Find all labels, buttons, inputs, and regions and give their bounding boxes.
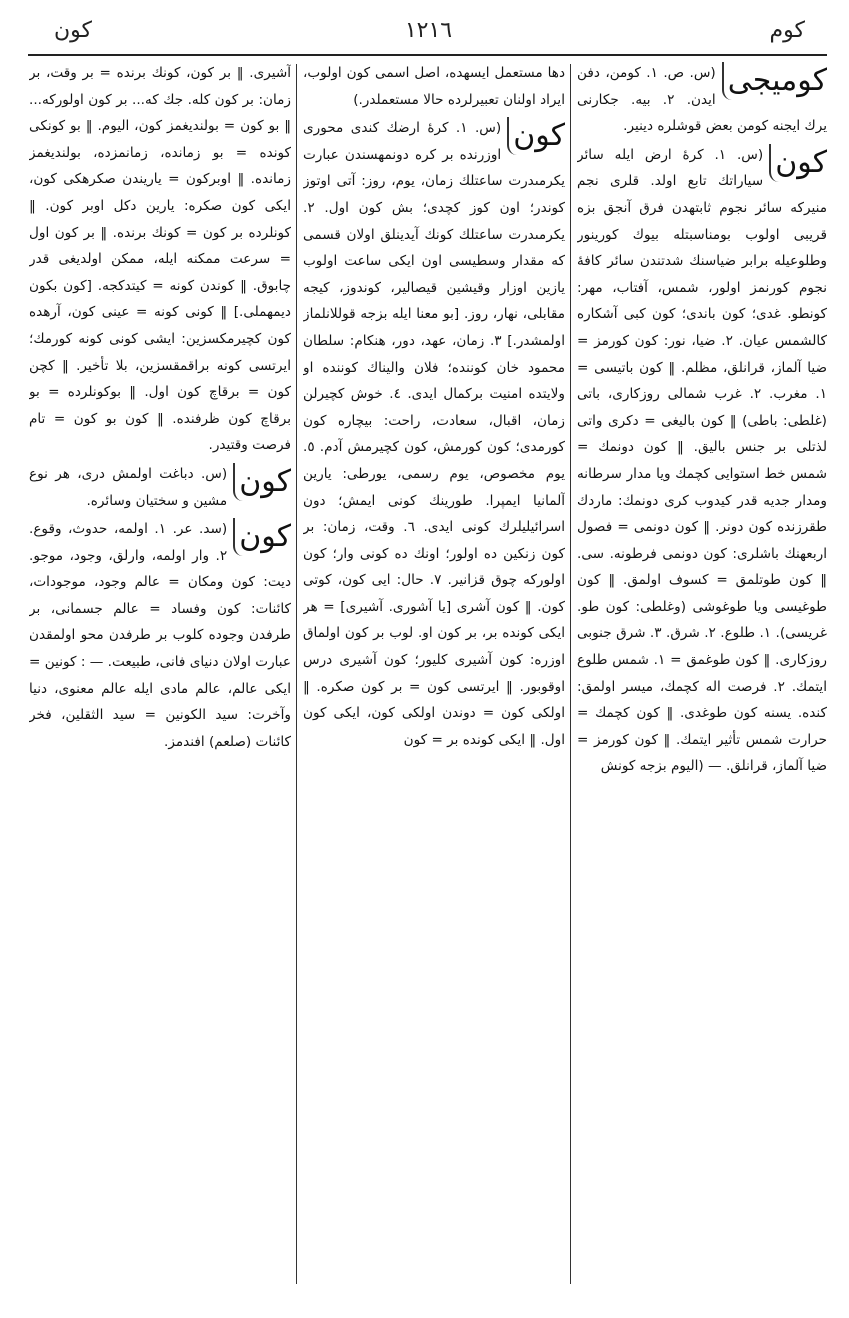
page-number: ١٢١٦ bbox=[404, 18, 453, 43]
dictionary-entry bbox=[303, 115, 565, 753]
entry-definition: (س. دباغت اولمش درى، هر نوع مشين و سختيان وسائره. bbox=[29, 465, 228, 509]
column-right bbox=[577, 60, 827, 1284]
entry-definition: دها مستعمل ايسهده، اصل اسمى كون اولوب، ايراد اولنان تعبيرلرده حالا مستعملدر.) bbox=[303, 65, 565, 108]
entry-definition: آشيرى. ‖ بر كون، كونك برنده = بر وقت، بر زمان: بر كون كله. جك كه... بر كون اولوركه... ‖ بو كون = بولنديغمز كون، اليوم. ‖ بو كونكى كونده = بو زمانده، زمانمزده، بولنديغمز زمانده. ‖ اوبركون = ياريندن صكرهكى كون، ايكى كون صكره: يارين دكل اوبر كون. ‖ كونلرده بر كون = كونك برنده. ‖ بر كون اول = سرعت ممكنه ايله، ممكن اولديغى قدر چابوق. ‖ كوندن كونه = كيتدكجه. [كون بكون ديمهملى.] ‖ كونى كونه = عينى كون، آرهده كون كچيرمكسزين: ايشى كونى كونه كورمك؛ ايرتسى كونه براقمقسزين، بلا تأخير. ‖ كچن كون = برقاچ كون اول. ‖ بوكونلرده = بو برقاچ كون ظرفنده. ‖ كون بو كون = تام فرصت وقتيدر. bbox=[29, 65, 291, 454]
header-guide-word-left: كون bbox=[54, 18, 92, 43]
dictionary-entry bbox=[29, 461, 291, 514]
text-columns bbox=[28, 60, 827, 1284]
column-middle bbox=[303, 60, 565, 1284]
entry-definition: (س. ١. كرهٔ ارض ايله سائر سياراتك تابع اولد. قلرى نجم منيركه سائر نجوم ثابتهدن فرق آنجق بزه قريبى اولوب بومناسبتله بيوك كورينور وطلوعيله برابر ضياسنك شدتندن سائر كافهٔ نجوم كورنمز اولور، شمس، آفتاب، مهر: كونطو. غدى؛ كون باندى؛ كون كبى آشكاره كالشمس عيان. ٢. ضيا، نور: كون كورمز = ضيا آلماز، قرانلق، مظلم. ‖ كون باتيسى = ١. مغرب. ٢. غرب شمالى روزكارى، باتى (غلطى: باطى) ‖ كون باليغى = دكرى واتى لذتلى بر جنس باليق. ‖ كون دونمك = شمس خط استوايى كچمك ويا مدار سرطانه ومدار جديه قدر كيدوب كرى دونمك: ماردك طقرزنده كون دونر. ‖ كون دونمى = فصول اربعهنك باشلرى: كون دونمى فرطونه. سى. ‖ كون طوتلمق = كسوف اولمق. ‖ كون طوغيسى ويا طوغوشى (وغلطى: كون طو. غريسى). ١. طلوع. ٢. شرق. ٣. شرق جنوبى روزكارى. ‖ كون طوغمق = ١. شمس طلوع ايتمك. ٢. فرصت اله كچمك، ميسر اولمق: كنده. يسنه كون طوغدى. ‖ كون كچمك = حرارت شمس تأثير ايتمك. ‖ كون كورمز = ضيا آلماز، قرانلق. — (اليوم بزجه كونش bbox=[577, 146, 827, 775]
column-divider bbox=[296, 64, 297, 1284]
dictionary-entry bbox=[29, 516, 291, 755]
header-rule bbox=[28, 54, 827, 56]
column-divider bbox=[570, 64, 571, 1284]
entry-headword: كوميجى bbox=[722, 62, 827, 100]
column-left bbox=[29, 60, 291, 1284]
entry-headword: كون bbox=[769, 144, 827, 182]
entry-headword: كون bbox=[233, 463, 291, 501]
entry-definition: (سد. عر. ١. اولمه، حدوث، وقوع. ٢. وار اولمه، وارلق، وجود، موجو. ديت: كون ومكان = عالم وجود، موجودات، كائنات: كون وفساد = عالم جسمانى، بر طرفدن وجوده كلوب بر طرفدن محو اولمقدن عبارت اولان دنياى فانى، طبيعت. — : كونين = ايكى عالم، عالم مادى ايله عالم معنوى، دنيا وآخرت: سيد الكونين = سيد الثقلين، فخر كائنات (صلعم) افندمز. bbox=[29, 521, 291, 750]
entry-definition: (س. ص. ١. كومن، دفن ايدن. ٢. بيه. جكارنى يرك ايجنه كومن بعض قوشلره دينير. bbox=[577, 65, 827, 135]
dictionary-entry bbox=[577, 142, 827, 780]
entry-headword: كون bbox=[507, 117, 565, 155]
entry-headword: كون bbox=[233, 518, 291, 556]
entry-definition: (س. ١. كرهٔ ارضك كندى محورى اوزرنده بر كره دونمهسندن عبارت يكرمىدرت ساعتلك زمان، يوم، روز: آتى اوتوز كوندر؛ اون كوز كچدى؛ بش كون اول. ٢. يكرمىدرت ساعتلك كونك آيدينلق اولان قسمى كه مقدار وسطيسى اون ايكى ساعت اولوب يازين اوزار وقيشين قيصالير، كوندوز، كيجه مقابلى، نهار، روز. [بو معنا ايله بزجه قوللانلماز اولمشدر.] ٣. زمان، عهد، دور، هنكام: سلطان محمود خان كوننده؛ فلان واليناك كوننده او ولايتده امنيت بركمال ايدى. ٤. خوش كچيرلن زمان، اقبال، سعادت، راحت: بيچاره كون كورمدى؛ كون كورمش، كون كچيرمش آدم. ٥. يوم مخصوص، يوم رسمى، يورطى: يارين آلمانيا ايمپرا. طورينك كونى ايمش؛ دون اسرائيليلرك كونى ايدى. ٦. وقت، زمان: بر كون زنكين ده اولور؛ اونك ده كونى وار؛ كون اولوركه چوق قزانير. ٧. حال: ايى كون، كوتى كون. ‖ كون آشرى [يا آشورى. آشيرى] = هر ايكى كونده بر، بر كون او. لوب بر كون اولماق اوزره: كون آشيرى كليور؛ كون آشيرى درس اوقوبور. ‖ ايرتسى كون = بر كون صكره. ‖ اولكى كون = دوندن اولكى كون، ايكى كون اول. ‖ ايكى كونده بر = كون bbox=[303, 120, 565, 748]
dictionary-entry bbox=[577, 60, 827, 140]
header-guide-word-right: كوم bbox=[769, 18, 805, 43]
entry-continuation bbox=[29, 60, 291, 459]
entry-continuation bbox=[303, 60, 565, 113]
page-header bbox=[30, 14, 827, 54]
